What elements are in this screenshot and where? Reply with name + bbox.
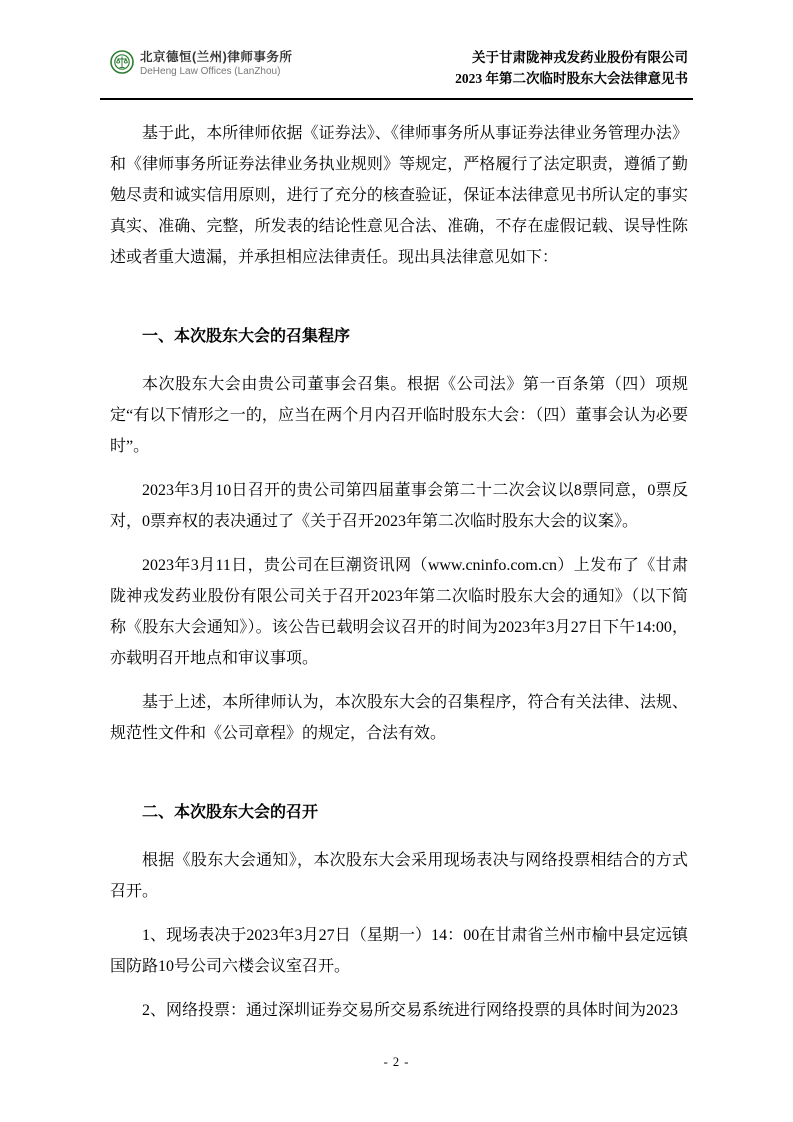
- firm-name-english: DeHeng Law Offices (LanZhou): [140, 66, 281, 77]
- firm-names: [140, 50, 292, 78]
- section1-paragraph-1: 本次股东大会由贵公司董事会召集。根据《公司法》第一百条第（四）项规定“有以下情形之一的，应当在两个月内召开临时股东大会：（四）董事会认为必要时”。: [110, 375, 688, 455]
- section1-paragraph-3: 2023年3月11日，贵公司在巨潮资讯网（www.cninfo.com.cn）上发布了《甘肃陇神戎发药业股份有限公司关于召开2023年第二次临时股东大会的通知》（以下简称《股东大会通知》）。该公告已载明会议召开的时间为2023年3月27日下午14:00，亦载明召开地点和审议事项。: [110, 556, 688, 667]
- firm-name-chinese: 北京德恒(兰州)律师事务所: [140, 50, 293, 64]
- section2-heading: 二、本次股东大会的召开: [142, 803, 319, 821]
- document-title-line2: 2023 年第二次临时股东大会法律意见书: [455, 70, 688, 86]
- header-divider: [100, 98, 693, 100]
- firm-logo-block: [110, 50, 292, 78]
- document-title-line1: 关于甘肃陇神戎发药业股份有限公司: [472, 50, 688, 65]
- deheng-seal-icon: [110, 50, 134, 74]
- page-number: - 2 -: [383, 1055, 410, 1069]
- document-title: [455, 48, 688, 90]
- section1-paragraph-4: 基于上述，本所律师认为，本次股东大会的召集程序，符合有关法律、法规、规范性文件和《公司章程》的规定，合法有效。: [110, 693, 688, 742]
- section2-paragraph-2: 1、现场表决于2023年3月27日（星期一）14：00在甘肃省兰州市榆中县定远镇国防路10号公司六楼会议室召开。: [110, 926, 688, 975]
- section1-heading: 一、本次股东大会的召集程序: [142, 327, 351, 345]
- intro-paragraph: 基于此，本所律师依据《证券法》、《律师事务所从事证券法律业务管理办法》和《律师事务所证券法律业务执业规则》等规定，严格履行了法定职责，遵循了勤勉尽责和诚实信用原则，进行了充分的核查验证，保证本法律意见书所认定的事实真实、准确、完整，所发表的结论性意见合法、准确，不存在虚假记载、误导性陈述或者重大遗漏，并承担相应法律责任。现出具法律意见如下：: [110, 124, 688, 266]
- document-body: [110, 118, 688, 1026]
- section2-paragraph-1: 根据《股东大会通知》，本次股东大会采用现场表决与网络投票相结合的方式召开。: [110, 851, 688, 900]
- section1-paragraph-2: 2023年3月10日召开的贵公司第四届董事会第二十二次会议以8票同意，0票反对，0票弃权的表决通过了《关于召开2023年第二次临时股东大会的议案》。: [110, 481, 688, 530]
- section2-paragraph-3: 2、网络投票：通过深圳证券交易所交易系统进行网络投票的具体时间为2023: [142, 1001, 679, 1019]
- page-header: [110, 48, 688, 98]
